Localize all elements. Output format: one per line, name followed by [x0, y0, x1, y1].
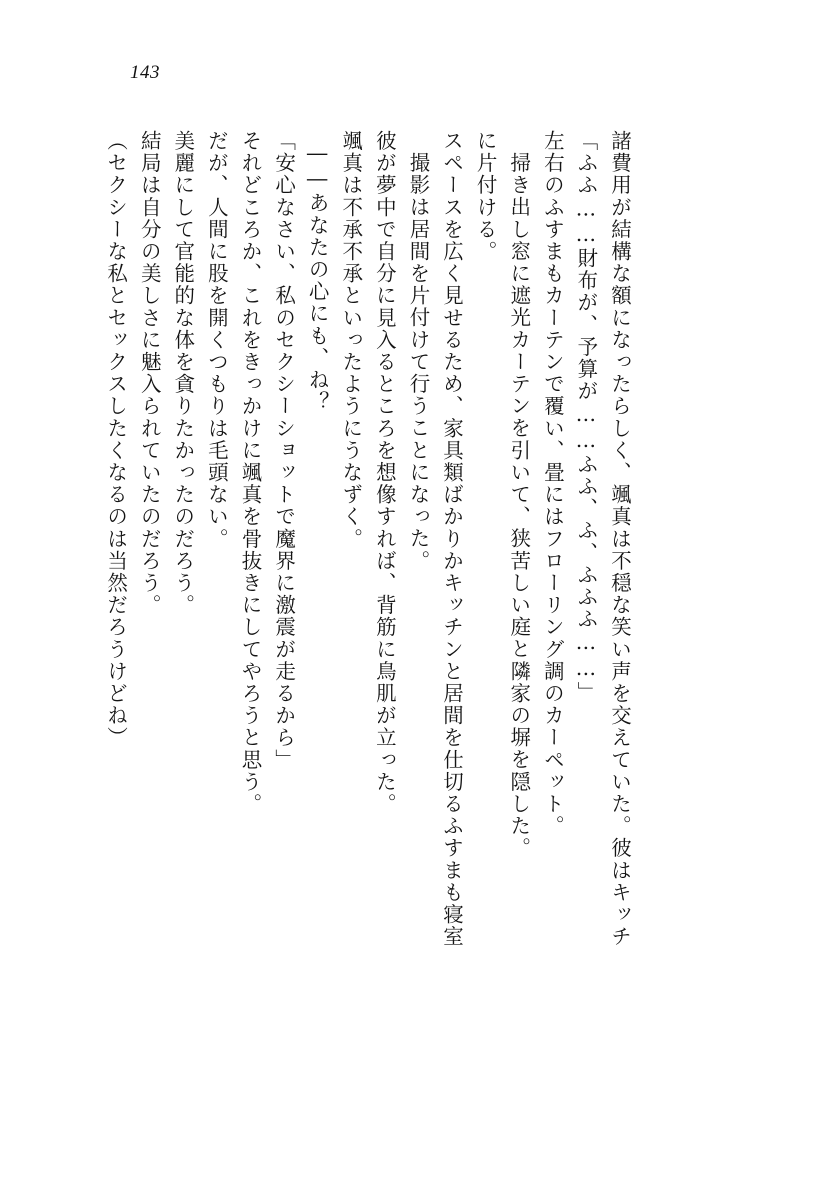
text-line: 彼が夢中で自分に見入るところを想像すれば、背筋に鳥肌が立った。: [372, 130, 397, 816]
text-line: に片付ける。: [473, 130, 498, 263]
text-line: 結局は自分の美しさに魅入られていたのだろう。: [137, 130, 162, 617]
text-line: 「ふふ……財布が、予算が……ふふ、ふ、ふふふ……」: [573, 130, 598, 704]
text-line: 撮影は居間を片付けて行うことになった。: [405, 152, 430, 572]
text-line: 掃き出し窓に遮光カーテンを引いて、狭苦しい庭と隣家の塀を隠した。: [506, 152, 531, 860]
text-line: スペースを広く見せるため、家具類ばかりかキッチンと居間を仕切るふすまも寝室: [439, 130, 464, 948]
text-line: だが、人間に股を開くつもりは毛頭ない。: [204, 130, 229, 550]
text-line: それどころか、これをきっかけに颯真を骨抜きにしてやろうと思う。: [237, 130, 262, 816]
text-line: （セクシーな私とセックスしたくなるのは当然だろうけどね）: [103, 130, 128, 749]
text-line: 「安心なさい、私のセクシーショットで魔界に激震が走るから」: [271, 130, 296, 771]
body-text-block: [92, 130, 732, 1090]
text-line: 颯真は不承不承といったようにうなずく。: [338, 130, 363, 550]
text-line: 美麗にして官能的な体を貪りたかったのだろう。: [170, 130, 195, 617]
text-line: 諸費用が結構な額になったらしく、颯真は不穏な笑い声を交えていた。彼はキッチ: [607, 130, 632, 948]
text-line: ――あなたの心にも、ね？: [305, 141, 330, 414]
page-number: 143: [130, 62, 160, 83]
text-line: 左右のふすまもカーテンで覆い、畳にはフローリング調のカーペット。: [540, 130, 565, 838]
